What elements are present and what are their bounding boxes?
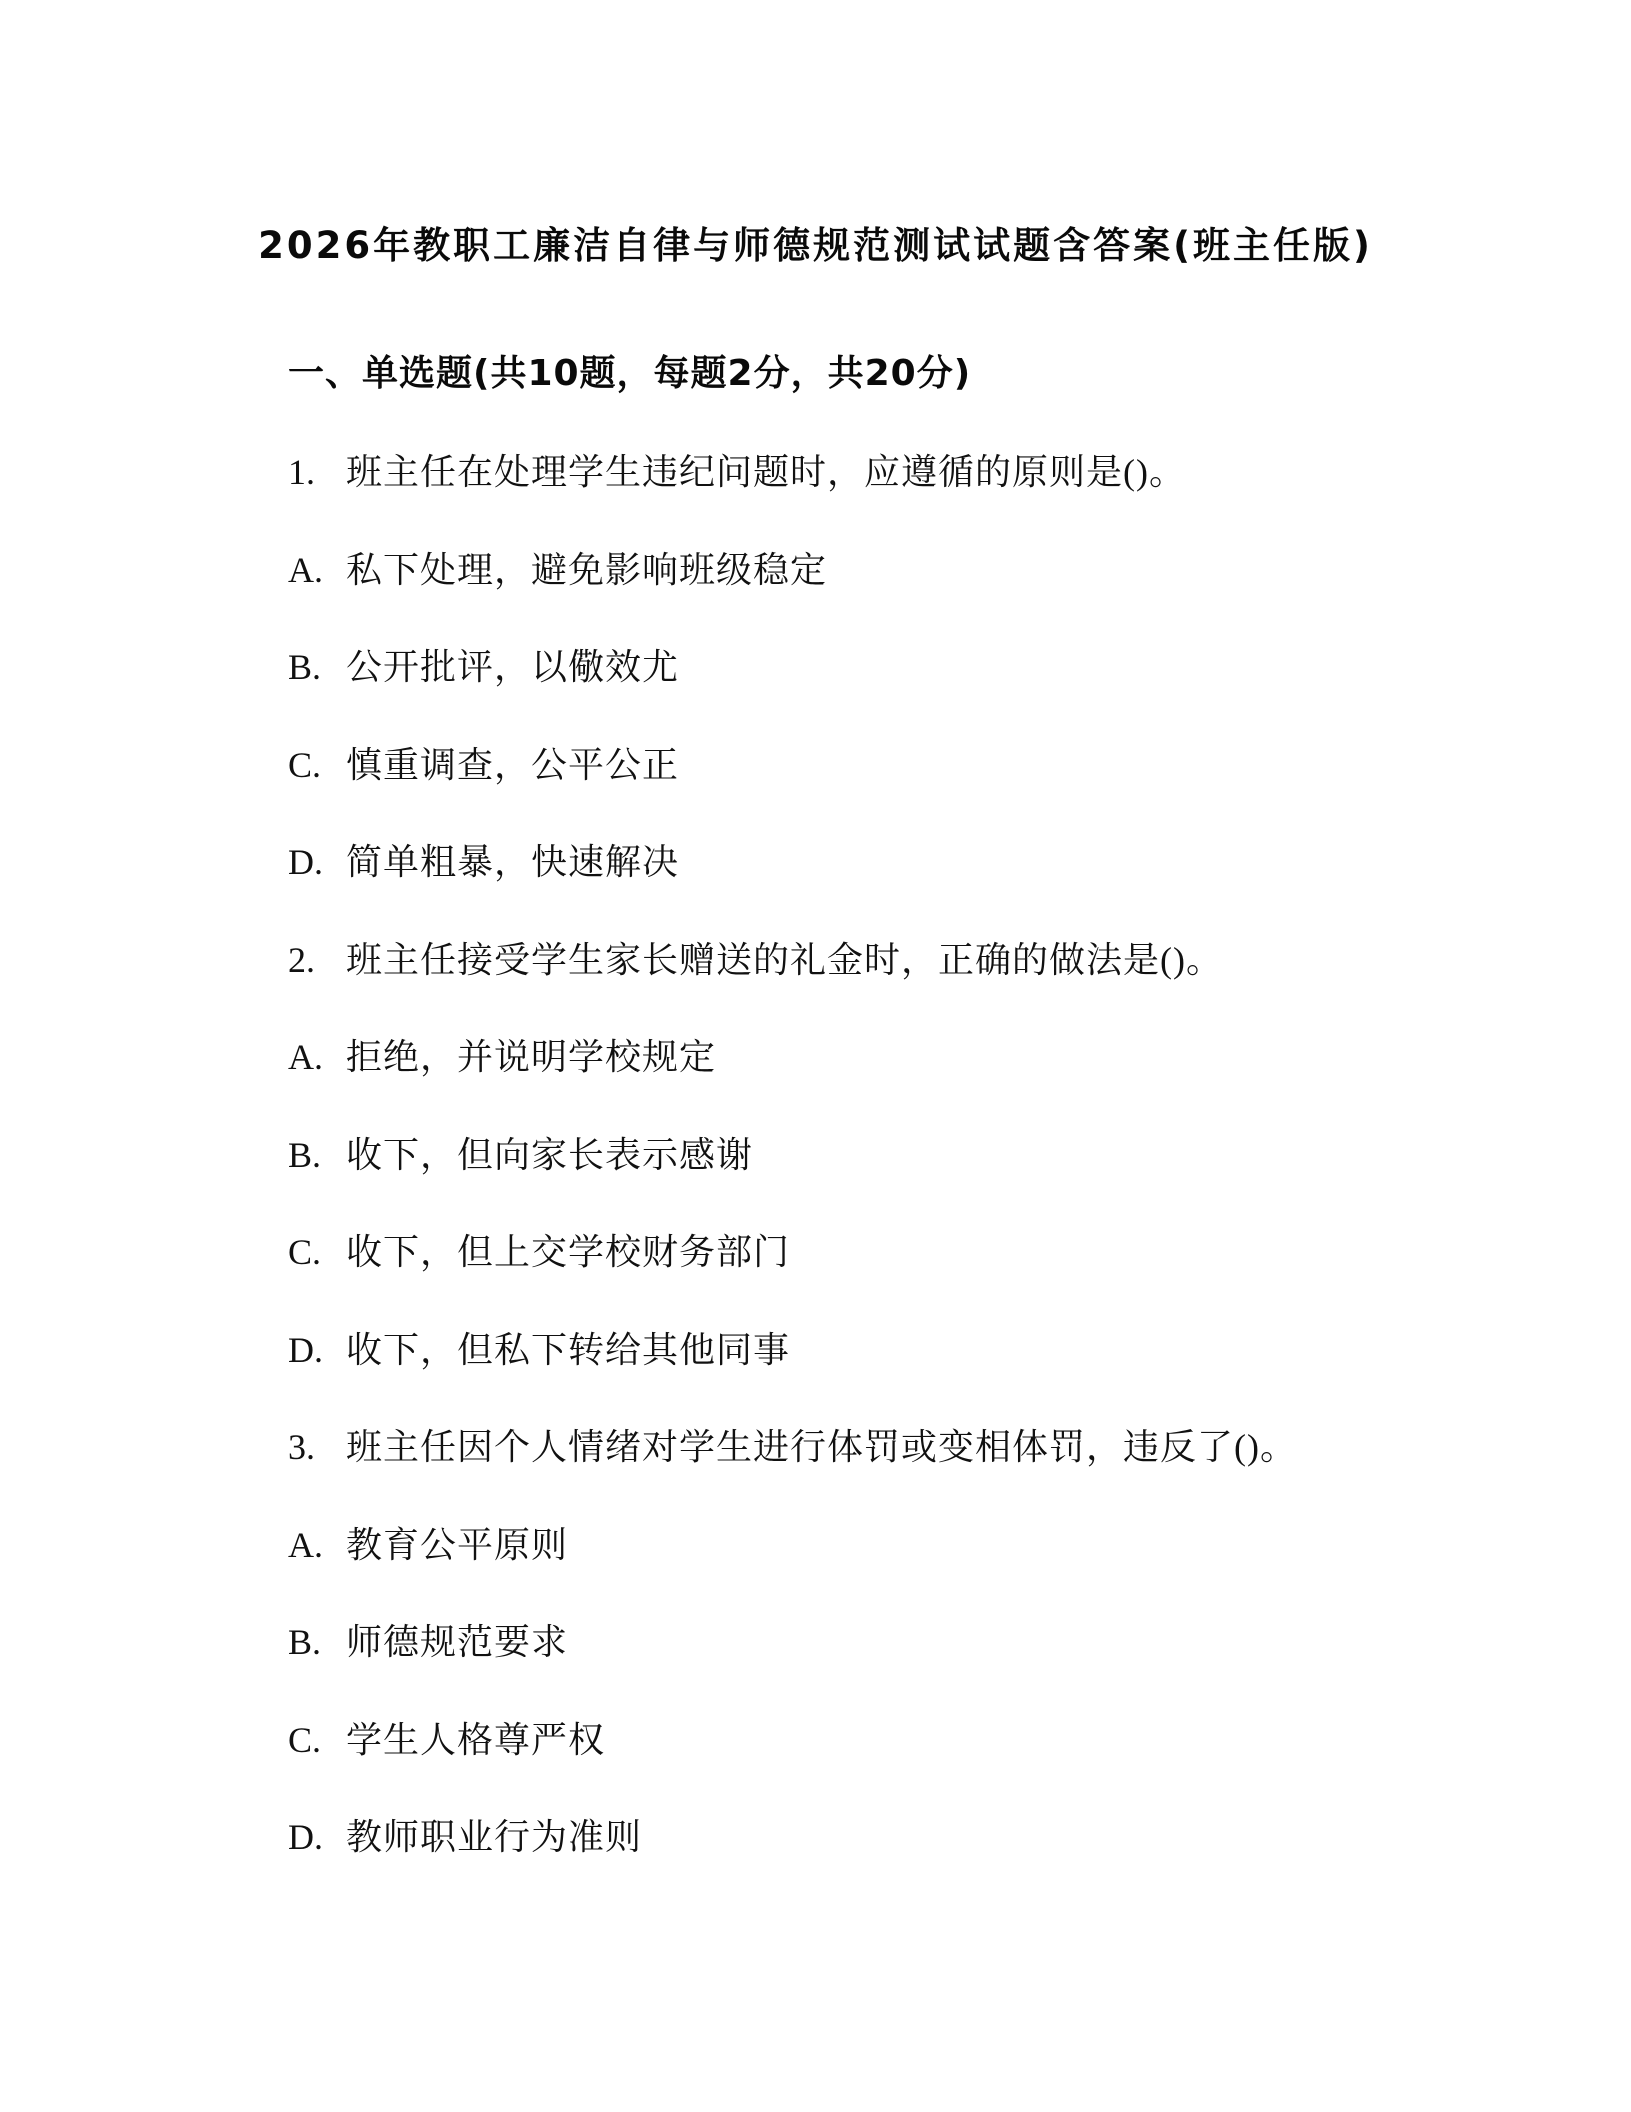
option-text: 教师职业行为准则 [346, 1817, 643, 1857]
question-text: 班主任在处理学生违纪问题时，应遵循的原则是()。 [346, 452, 1186, 492]
question-3-option-b [288, 1614, 568, 1670]
question-3-option-d [288, 1809, 642, 1865]
option-label: B. [288, 1622, 322, 1662]
question-number: 3. [288, 1427, 315, 1467]
question-3-option-c [288, 1712, 605, 1768]
option-label: C. [288, 1720, 322, 1760]
option-text: 慎重调查，公平公正 [346, 745, 680, 785]
option-text: 学生人格尊严权 [346, 1720, 606, 1760]
option-label: D. [288, 1817, 323, 1857]
document-title: 2026年教职工廉洁自律与师德规范测试试题含答案(班主任版) [258, 224, 1373, 267]
option-label: D. [288, 1330, 323, 1370]
option-label: A. [288, 550, 323, 590]
question-text: 班主任因个人情绪对学生进行体罚或变相体罚，违反了()。 [346, 1427, 1297, 1467]
question-1-option-a [288, 542, 827, 598]
option-text: 收下，但上交学校财务部门 [346, 1232, 791, 1272]
option-text: 公开批评，以儆效尤 [346, 647, 680, 687]
option-text: 收下，但私下转给其他同事 [346, 1330, 791, 1370]
option-label: C. [288, 1232, 322, 1272]
section-heading: 一、单选题(共10题，每题2分，共20分) [288, 353, 972, 394]
question-1-option-d [288, 834, 679, 890]
option-text: 教育公平原则 [346, 1525, 569, 1565]
option-text: 拒绝，并说明学校规定 [346, 1037, 717, 1077]
option-label: B. [288, 1135, 322, 1175]
question-2-option-a [288, 1029, 716, 1085]
option-text: 简单粗暴，快速解决 [346, 842, 680, 882]
question-number: 2. [288, 940, 315, 980]
question-2-option-d [288, 1322, 790, 1378]
option-label: C. [288, 745, 322, 785]
option-text: 师德规范要求 [346, 1622, 569, 1662]
question-3-option-a [288, 1517, 568, 1573]
question-2-option-c [288, 1224, 790, 1280]
option-label: D. [288, 842, 323, 882]
option-label: B. [288, 647, 322, 687]
option-label: A. [288, 1525, 323, 1565]
option-label: A. [288, 1037, 323, 1077]
question-1 [288, 444, 1186, 500]
question-2-option-b [288, 1127, 753, 1183]
question-text: 班主任接受学生家长赠送的礼金时，正确的做法是()。 [346, 940, 1223, 980]
option-text: 收下，但向家长表示感谢 [346, 1135, 754, 1175]
question-1-option-b [288, 639, 679, 695]
question-3 [288, 1419, 1297, 1475]
question-number: 1. [288, 452, 315, 492]
option-text: 私下处理，避免影响班级稳定 [346, 550, 828, 590]
question-1-option-c [288, 737, 679, 793]
question-2 [288, 932, 1223, 988]
